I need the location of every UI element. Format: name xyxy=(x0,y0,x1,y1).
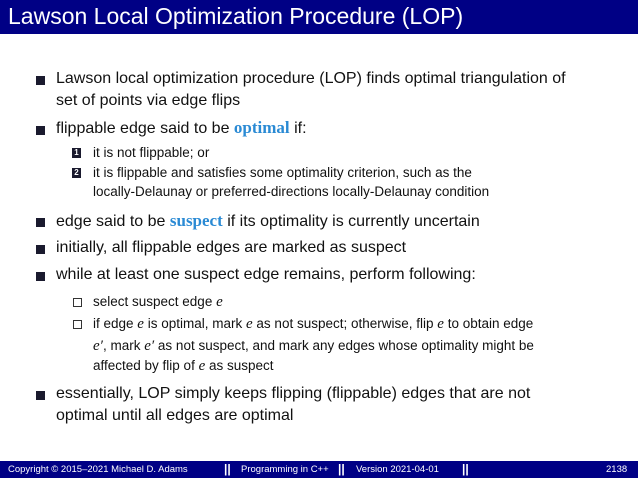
sub-item-3 xyxy=(93,292,223,312)
math-e-3: e xyxy=(437,316,444,332)
bullet-6-line-2: optimal until all edges are optimal xyxy=(56,407,294,424)
footer-copyright: Copyright © 2015–2021 Michael D. Adams xyxy=(8,464,188,475)
bullet-6-marker xyxy=(36,391,45,400)
sub-item-1: it is not flippable; or xyxy=(93,145,210,160)
footer-version: Version 2021-04-01 xyxy=(356,464,439,475)
sub-box-marker-1 xyxy=(73,298,82,307)
footer-course: Programming in C++ xyxy=(241,464,329,475)
sub-item-4-c: as not suspect; otherwise, flip xyxy=(252,316,438,331)
keyword-suspect: suspect xyxy=(169,211,223,230)
keyword-optimal: optimal xyxy=(233,118,290,137)
footer-separator-3: || xyxy=(462,462,469,476)
bullet-3-post: if its optimality is currently uncertain xyxy=(222,213,480,230)
footer-bar xyxy=(0,461,638,478)
sub-item-4-h: affected by flip of xyxy=(93,358,199,373)
bullet-4-text: initially, all flippable edges are marked as suspect xyxy=(56,239,407,256)
sub-item-4-line-1 xyxy=(93,314,533,334)
sub-item-4-b: is optimal, mark xyxy=(143,316,246,331)
sub-item-2-line-2: locally-Delaunay or preferred-directions locally-Delaunay condition xyxy=(93,184,490,199)
sub-item-4-line-3 xyxy=(93,356,274,376)
slide-title: Lawson Local Optimization Procedure (LOP) xyxy=(8,3,464,29)
footer-separator-1: || xyxy=(224,462,231,476)
bullet-1-line-2: set of points via edge flips xyxy=(56,92,241,109)
sub-number-2: 2 xyxy=(72,168,81,178)
title-bar xyxy=(0,0,638,34)
math-e: e xyxy=(216,294,223,310)
bullet-3-pre: edge said to be xyxy=(56,213,170,230)
math-e-1: e xyxy=(137,316,144,332)
bullet-3-marker xyxy=(36,218,45,227)
sub-item-4-i: as suspect xyxy=(205,358,274,373)
math-e-6: e xyxy=(198,358,206,374)
bullet-5-marker xyxy=(36,272,45,281)
sub-item-4-line-2 xyxy=(93,336,534,356)
math-e-prime-2: e′ xyxy=(144,338,155,354)
bullet-1-line-1: Lawson local optimization procedure (LOP) finds optimal triangulation of xyxy=(56,70,566,87)
sub-item-4-a: if edge xyxy=(93,316,138,331)
bullet-5-text: while at least one suspect edge remains, perform following: xyxy=(56,266,476,283)
sub-item-4-g: as not suspect, and mark any edges whose optimality might be xyxy=(154,338,534,353)
footer-separator-2: || xyxy=(338,462,345,476)
bullet-2-marker xyxy=(36,126,45,135)
footer-page-number: 2138 xyxy=(606,464,628,475)
bullet-2-post: if: xyxy=(289,120,307,137)
bullet-1-marker xyxy=(36,76,45,85)
sub-item-4-d: to obtain edge xyxy=(443,316,534,331)
bullet-6-line-1: essentially, LOP simply keeps flipping (flippable) edges that are not xyxy=(56,385,531,402)
bullet-2-text xyxy=(56,117,307,140)
sub-item-4-f: , mark xyxy=(102,338,145,353)
bullet-3-text xyxy=(56,210,480,233)
sub-item-3-pre: select suspect edge xyxy=(93,294,217,309)
math-e-2: e xyxy=(246,316,253,332)
sub-item-2-line-1: it is flippable and satisfies some optimality criterion, such as the xyxy=(93,165,472,180)
sub-number-1: 1 xyxy=(72,148,81,158)
math-e-prime-1: e′ xyxy=(93,338,103,354)
bullet-4-marker xyxy=(36,245,45,254)
sub-box-marker-2 xyxy=(73,320,82,329)
bullet-2-pre: flippable edge said to be xyxy=(56,120,234,137)
